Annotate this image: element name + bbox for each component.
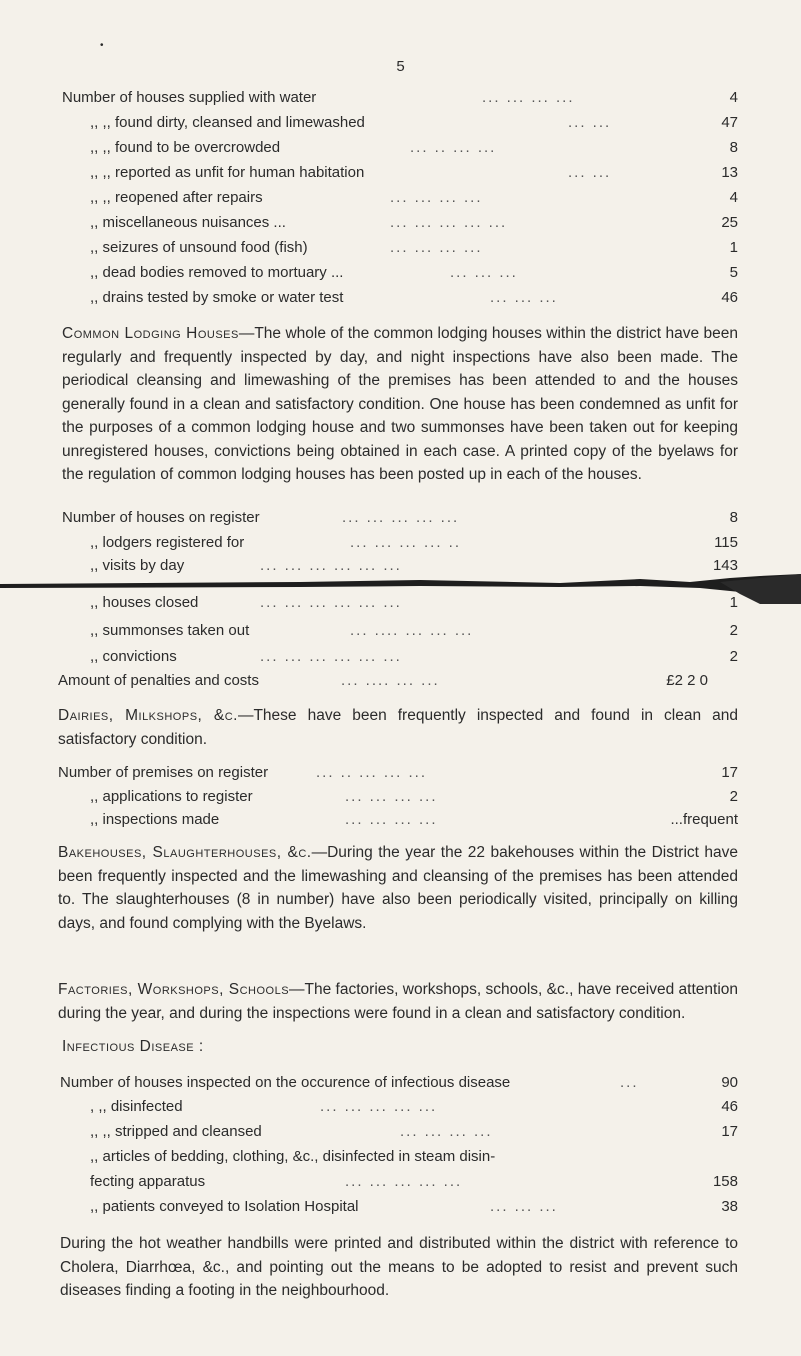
list-item: fecting apparatus ... ... ... ... ... 158: [90, 1173, 738, 1190]
list-item: ,, applications to register ... ... ... ... 2: [90, 788, 738, 805]
closing-paragraph: During the hot weather handbills were printed and distributed within the district with reference to Cholera, Diarrhœa, &c., and pointing out the means to be adopted to resist and prevent such diseases finding a footing in the neighbourhood.: [60, 1235, 738, 1299]
list-item: ,, miscellaneous nuisances ... ... ... ... ... ... 25: [90, 214, 738, 231]
list-item: Number of houses supplied with water ... ... ... ... 4: [62, 89, 738, 106]
list-item: ,, convictions ... ... ... ... ... ... 2: [90, 648, 738, 665]
bakehouses-paragraph: Bakehouses, Slaughterhouses, &c.—During the year the 22 bakehouses within the District have been frequently inspected and the limewashing and cleansing of the premises has been attended to. The slaughterhouses (8 in number) have also been periodically visited, principally on killing days, and found complying with the Byelaws.: [58, 844, 738, 932]
page-mark: •: [100, 40, 104, 51]
list-item: ,, seizures of unsound food (fish) ... ... ... ... 1: [90, 239, 738, 256]
list-item: , ,, disinfected ... ... ... ... ... 46: [90, 1098, 738, 1115]
list-item: ,, articles of bedding, clothing, &c., disinfected in steam disin-: [90, 1148, 496, 1165]
list-item: Number of houses inspected on the occurence of infectious disease ... 90: [60, 1074, 738, 1091]
list-item: ,, lodgers registered for ... ... ... ... .. 115: [90, 534, 738, 551]
list-item: ,, visits by day ... ... ... ... ... ... 143: [90, 557, 738, 574]
list-item: ,, ,, found dirty, cleansed and limewashed ... ... 47: [90, 114, 738, 131]
list-item: Amount of penalties and costs ... .... ... ... £2 2 0: [58, 672, 708, 689]
list-item: ,, inspections made ... ... ... ... ...frequent: [90, 811, 738, 828]
list-item: ,, patients conveyed to Isolation Hospital ... ... ... 38: [90, 1198, 738, 1215]
list-item: Number of houses on register ... ... ... ... ... 8: [62, 509, 738, 526]
dairies-paragraph: Dairies, Milkshops, &c.—These have been frequently inspected and found in clean and satisfactory condition.: [58, 707, 738, 748]
list-item: ,, ,, reported as unfit for human habitation ... ... 13: [90, 164, 738, 181]
list-item: ,, ,, reopened after repairs ... ... ... ... 4: [90, 189, 738, 206]
list-item: ,, houses closed ... ... ... ... ... ... 1: [90, 594, 738, 611]
infectious-disease-heading: Infectious Disease :: [62, 1038, 204, 1055]
list-item: ,, ,, found to be overcrowded ... .. ... ... 8: [90, 139, 738, 156]
list-item: ,, dead bodies removed to mortuary ... ... ... ... 5: [90, 264, 738, 281]
factories-paragraph: Factories, Workshops, Schools—The factories, workshops, schools, &c., have received attention during the year, and during the inspections were found in a clean and satisfactory condition.: [58, 981, 738, 1022]
list-item: Number of premises on register ... .. ... ... ... 17: [58, 764, 738, 781]
list-item: ,, summonses taken out ... .... ... ... ... 2: [90, 622, 738, 639]
list-item: ,, drains tested by smoke or water test ... ... ... 46: [90, 289, 738, 306]
list-item: ,, ,, stripped and cleansed ... ... ... ... 17: [90, 1123, 738, 1140]
common-lodging-paragraph: Common Lodging Houses—The whole of the common lodging houses within the district have been regularly and frequently inspected by day, and night inspections have also been made. The periodical cleansing and limewashing of the premises has been attended to and the houses generally found in a clean and satisfactory condition. One house has been condemned as unfit for the purposes of a common lodging house and two summonses have been taken out for keeping unregistered houses, convictions being obtained in each case. A printed copy of the byelaws for the regulation of common lodging houses has been posted up in each of the houses.: [62, 325, 738, 483]
page-number: 5: [396, 58, 405, 75]
